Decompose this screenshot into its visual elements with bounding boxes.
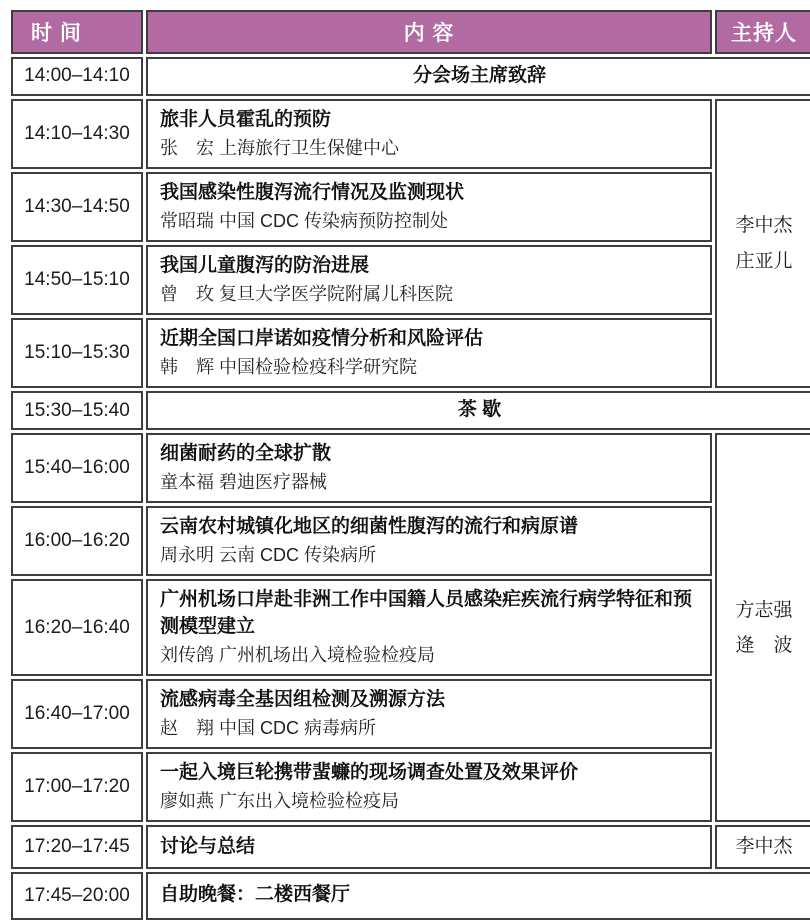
time-cell: 16:20–16:40 bbox=[11, 579, 143, 676]
moderator-cell bbox=[715, 433, 810, 822]
schedule-row bbox=[11, 99, 810, 169]
time-cell: 16:00–16:20 bbox=[11, 506, 143, 576]
session-speaker: 刘传鸽 广州机场出入境检验检疫局 bbox=[160, 645, 435, 666]
schedule-row-opening bbox=[11, 57, 810, 96]
time-cell: 14:10–14:30 bbox=[11, 99, 143, 169]
session-title: 自助晚餐：二楼西餐厅 bbox=[160, 884, 351, 906]
session-speaker: 常昭瑞 中国 CDC 传染病预防控制处 bbox=[160, 211, 448, 231]
moderator-name: 庄亚儿 bbox=[735, 250, 793, 272]
session-title: 细菌耐药的全球扩散 bbox=[160, 443, 332, 465]
session-title: 分会场主席致辞 bbox=[412, 65, 546, 86]
moderator-name: 逄 波 bbox=[735, 634, 793, 656]
schedule-row bbox=[11, 433, 810, 503]
session-cell bbox=[146, 57, 810, 96]
session-title: 一起入境巨轮携带蜚蠊的现场调查处置及效果评价 bbox=[160, 762, 579, 784]
session-cell bbox=[146, 318, 712, 388]
moderator-cell bbox=[715, 825, 810, 868]
session-title: 茶 歇 bbox=[457, 399, 502, 421]
time-cell: 15:40–16:00 bbox=[11, 433, 143, 503]
schedule-table bbox=[8, 7, 810, 923]
session-cell bbox=[146, 579, 712, 676]
session-title: 近期全国口岸诺如疫情分析和风险评估 bbox=[160, 328, 484, 350]
session-cell bbox=[146, 391, 810, 430]
moderator-name: 李中杰 bbox=[735, 836, 793, 858]
time-cell: 15:10–15:30 bbox=[11, 318, 143, 388]
session-cell bbox=[146, 752, 712, 822]
time-cell: 17:20–17:45 bbox=[11, 825, 143, 868]
session-cell bbox=[146, 172, 712, 242]
session-title: 讨论与总结 bbox=[160, 835, 256, 857]
schedule-row bbox=[11, 679, 810, 749]
schedule-row bbox=[11, 245, 810, 315]
moderator-name: 方志强 bbox=[735, 599, 793, 621]
session-cell bbox=[146, 99, 712, 169]
schedule-row bbox=[11, 172, 810, 242]
session-speaker: 韩 辉 中国检验检疫科学研究院 bbox=[160, 357, 417, 378]
schedule-row bbox=[11, 579, 810, 676]
time-cell: 14:50–15:10 bbox=[11, 245, 143, 315]
session-speaker: 廖如燕 广东出入境检验检疫局 bbox=[160, 791, 399, 812]
column-header-content: 内 容 bbox=[146, 10, 712, 54]
header-row bbox=[11, 10, 810, 54]
session-speaker: 张 宏 上海旅行卫生保健中心 bbox=[160, 137, 399, 158]
session-cell bbox=[146, 679, 712, 749]
column-header-time: 时 间 bbox=[11, 10, 143, 54]
session-title: 我国儿童腹泻的防治进展 bbox=[160, 255, 370, 277]
session-speaker: 周永明 云南 CDC 传染病所 bbox=[160, 545, 376, 566]
schedule-row-dinner bbox=[11, 872, 810, 920]
time-cell: 17:00–17:20 bbox=[11, 752, 143, 822]
schedule-row bbox=[11, 506, 810, 576]
session-cell bbox=[146, 825, 712, 868]
session-cell bbox=[146, 433, 712, 503]
time-cell: 15:30–15:40 bbox=[11, 391, 143, 430]
session-title: 广州机场口岸赴非洲工作中国籍人员感染疟疾流行病学特征和预测模型建立 bbox=[160, 589, 693, 638]
session-title: 我国感染性腹泻流行情况及监测现状 bbox=[160, 182, 465, 204]
schedule-row bbox=[11, 752, 810, 822]
time-cell: 14:30–14:50 bbox=[11, 172, 143, 242]
session-title: 流感病毒全基因组检测及溯源方法 bbox=[160, 689, 446, 711]
session-cell bbox=[146, 506, 712, 576]
moderator-name: 李中杰 bbox=[735, 215, 793, 237]
session-speaker: 赵 翔 中国 CDC 病毒病所 bbox=[160, 718, 376, 739]
moderator-cell bbox=[715, 99, 810, 388]
time-cell: 16:40–17:00 bbox=[11, 679, 143, 749]
session-cell bbox=[146, 872, 810, 920]
session-cell bbox=[146, 245, 712, 315]
column-header-host: 主持人 bbox=[715, 10, 810, 54]
schedule-row-discussion bbox=[11, 825, 810, 868]
session-speaker: 童本福 碧迪医疗器械 bbox=[160, 472, 328, 493]
time-cell: 17:45–20:00 bbox=[11, 872, 143, 920]
schedule-row-tea-break bbox=[11, 391, 810, 430]
session-title: 云南农村城镇化地区的细菌性腹泻的流行和病原谱 bbox=[160, 516, 579, 538]
session-title: 旅非人员霍乱的预防 bbox=[160, 108, 332, 130]
session-speaker: 曾 玫 复旦大学医学院附属儿科医院 bbox=[160, 284, 453, 305]
time-cell: 14:00–14:10 bbox=[11, 57, 143, 96]
schedule-row bbox=[11, 318, 810, 388]
